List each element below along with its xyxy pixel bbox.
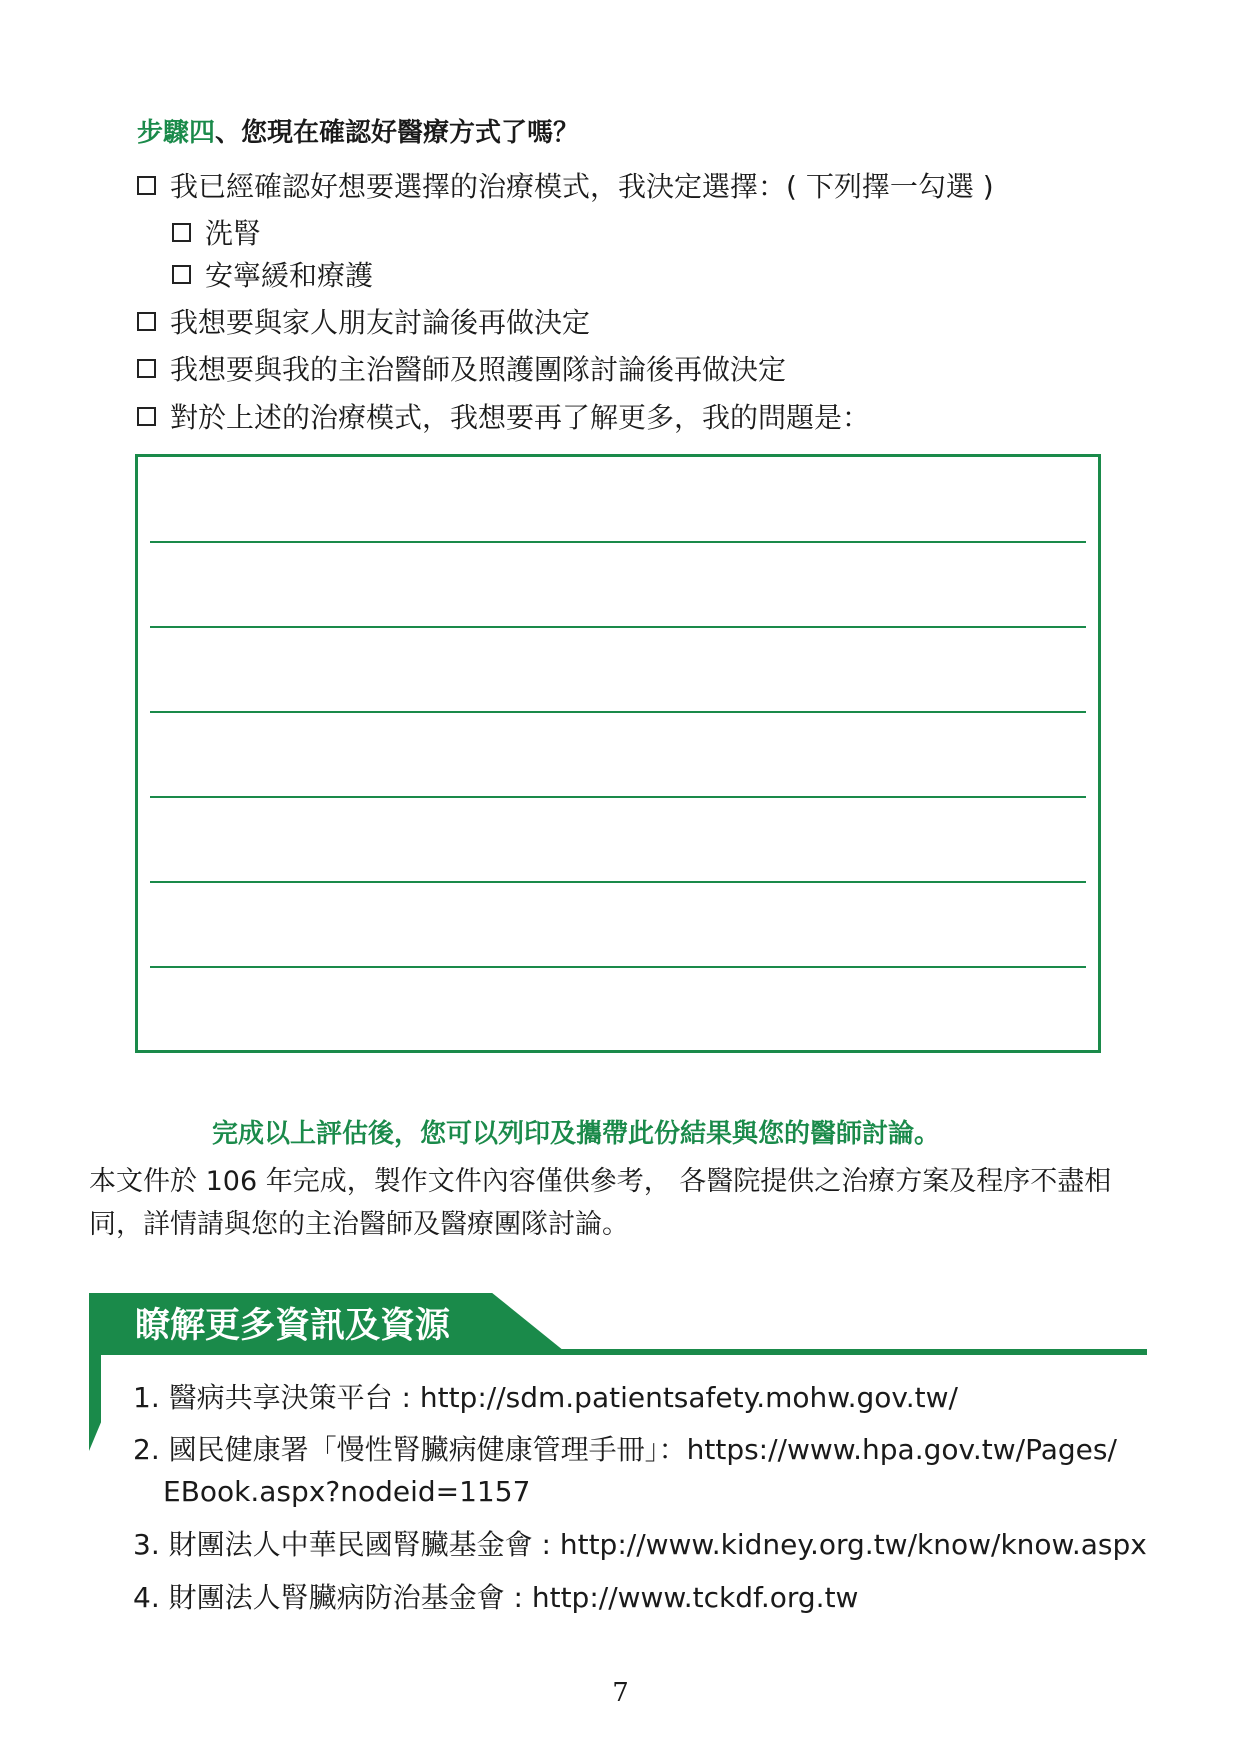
resource-item: 4. 財團法人腎臟病防治基金會 : http://www.tckdf.org.tw [133,1581,859,1614]
writing-line [150,541,1086,543]
resource-item: 1. 醫病共享決策平台 : http://sdm.patientsafety.mohw.gov.tw/ [133,1381,958,1414]
checkbox[interactable] [137,407,156,426]
checkbox[interactable] [172,223,191,242]
writing-line [150,626,1086,628]
resource-item: 2. 國民健康署「慢性腎臟病健康管理手冊」：https://www.hpa.gov.tw/Pages/ [133,1433,1117,1466]
questions-writing-box[interactable] [135,454,1101,1053]
disclaimer: 本文件於 106 年完成，製作文件內容僅供參考， 各醫院提供之治療方案及程序不盡相同，詳情請與您的主治醫師及醫療團隊討論。 [89,1166,1112,1240]
checkbox[interactable] [172,265,191,284]
option-discuss-doctor[interactable] [137,348,786,388]
step-label: 步驟四 [137,118,216,148]
resource-item-continued: EBook.aspx?nodeid=1157 [163,1475,531,1508]
option-confirmed[interactable] [137,165,994,205]
resource-item: 3. 財團法人中華民國腎臟基金會 : http://www.kidney.org.tw/know/know.aspx [133,1528,1147,1561]
option-label: 安寧緩和療護 [205,259,374,292]
option-dialysis[interactable] [172,212,261,252]
option-label: 我想要與家人朋友討論後再做決定 [170,306,591,339]
checkbox[interactable] [137,176,156,195]
resources-heading: 瞭解更多資訊及資源 [135,1306,451,1346]
step-heading [137,112,579,149]
step-title: 、您現在確認好醫療方式了嗎？ [215,118,580,148]
option-palliative-care[interactable] [172,254,373,294]
option-label: 洗腎 [205,217,262,250]
writing-line [150,881,1086,883]
completion-note: 完成以上評估後，您可以列印及攜帶此份結果與您的醫師討論。 [212,1119,941,1149]
option-discuss-family[interactable] [137,301,590,341]
writing-line [150,796,1086,798]
writing-line [150,966,1086,968]
writing-line [150,711,1086,713]
option-learn-more[interactable] [137,396,870,436]
checkbox[interactable] [137,359,156,378]
banner-accent [89,1355,101,1451]
option-label: 對於上述的治療模式，我想要再了解更多，我的問題是： [170,401,871,434]
checkbox[interactable] [137,312,156,331]
option-label: 我想要與我的主治醫師及照護團隊討論後再做決定 [170,353,787,386]
page-number: 7 [612,1678,629,1708]
option-label: 我已經確認好想要選擇的治療模式，我決定選擇：( 下列擇一勾選 ) [170,170,994,203]
